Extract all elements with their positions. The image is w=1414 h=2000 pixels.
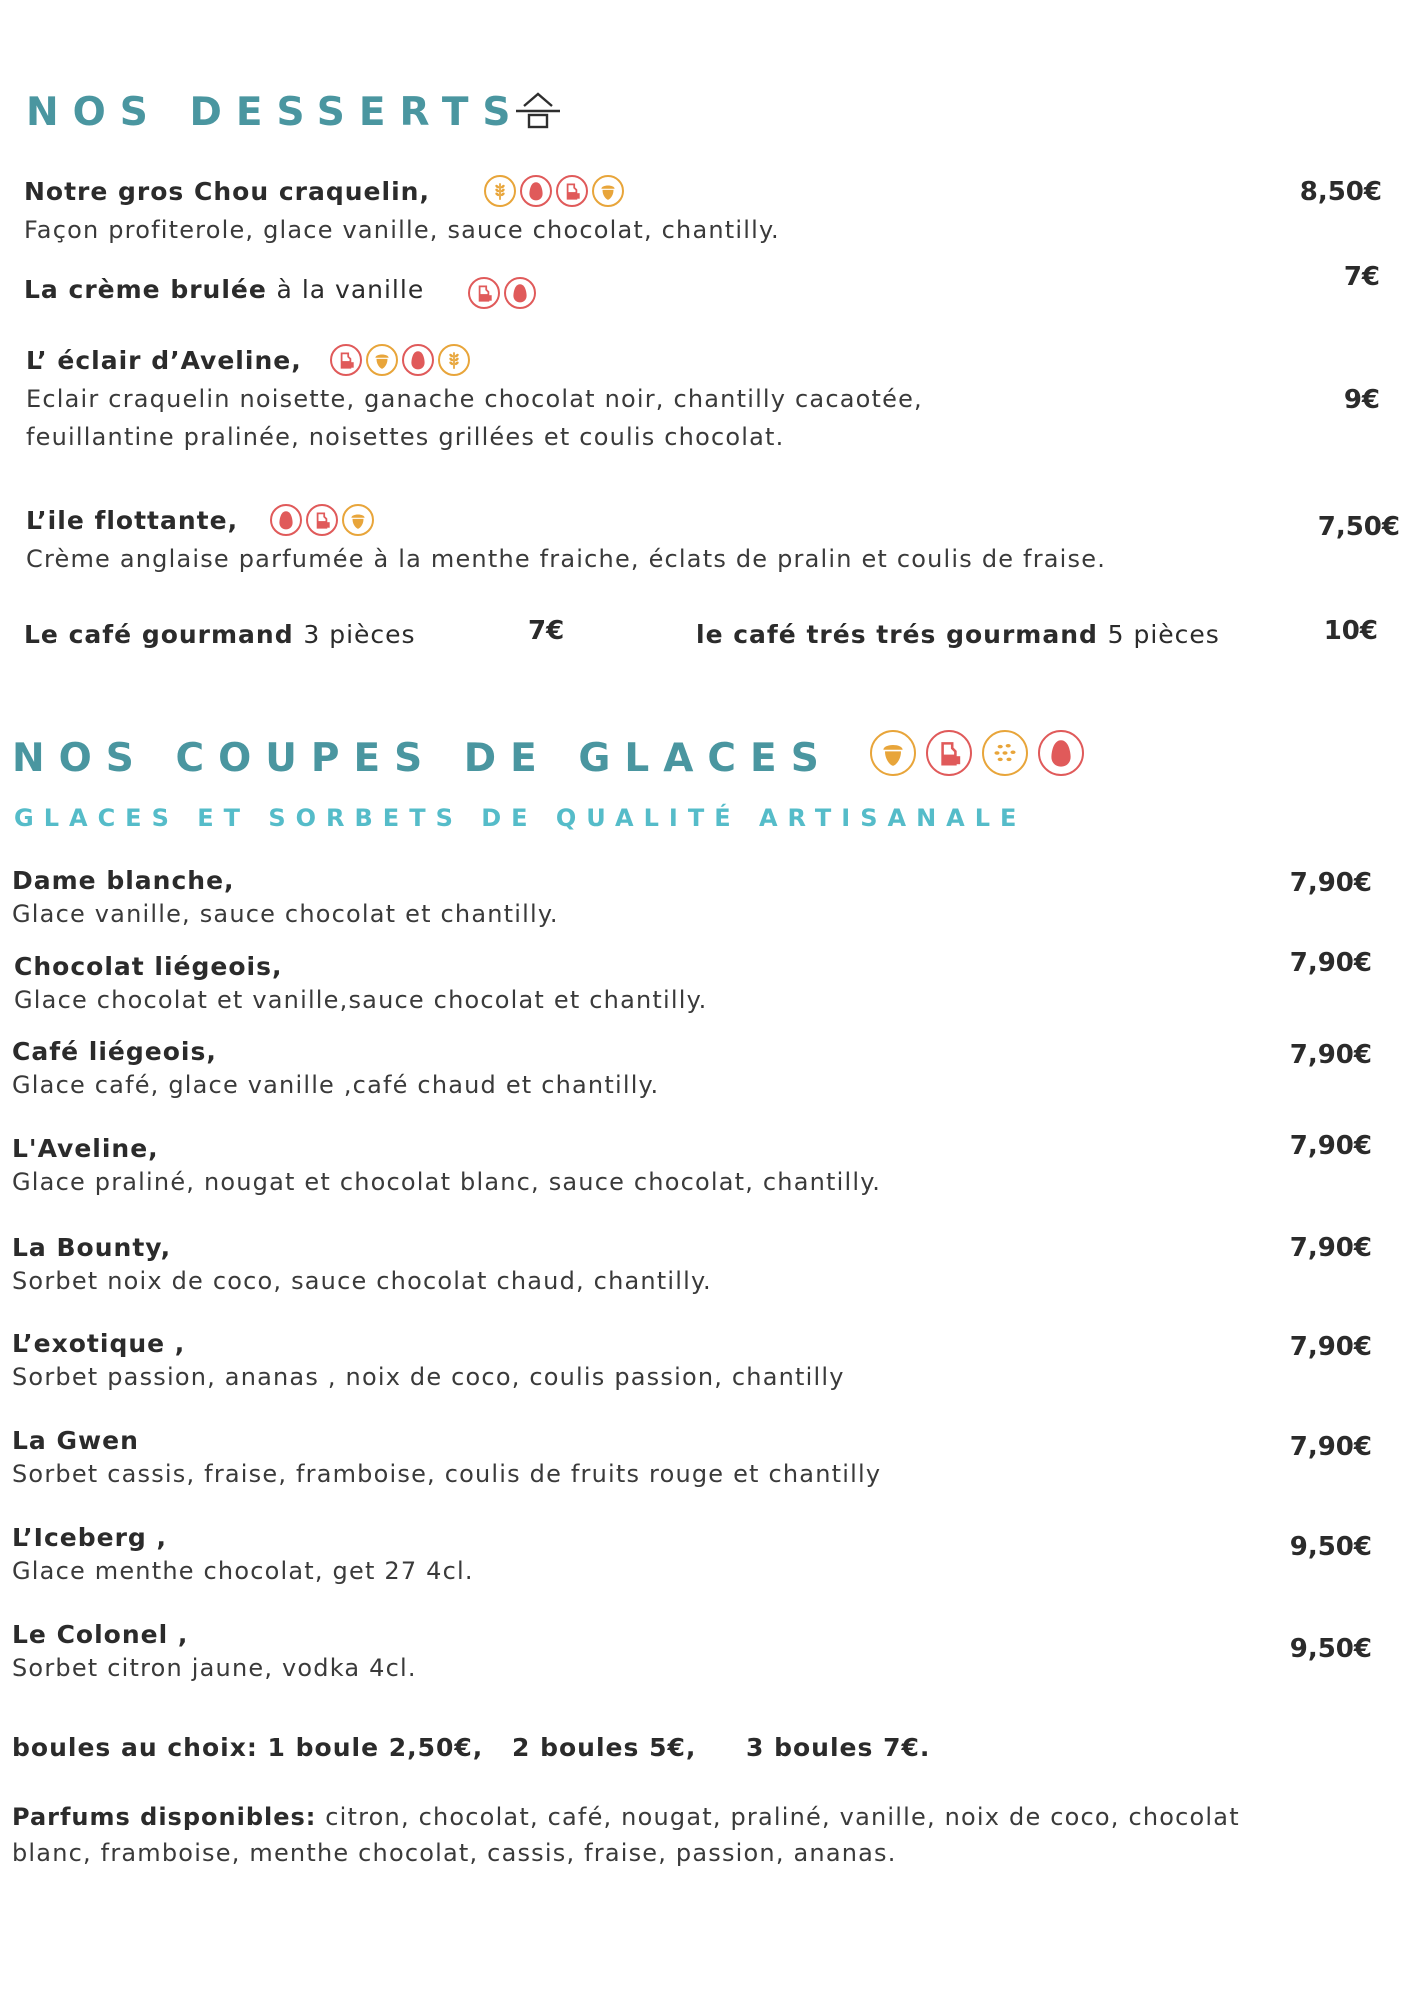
dessert-desc: feuillantine pralinée, noisettes grillées et coulis chocolat. — [26, 423, 785, 451]
glace-desc: Glace chocolat et vanille,sauce chocolat et chantilly. — [14, 986, 708, 1014]
boules-1: boules au choix: 1 boule 2,50€, — [12, 1733, 484, 1762]
nut-icon — [592, 175, 624, 207]
glace-name: Chocolat liégeois, — [14, 952, 283, 981]
nut-icon — [870, 730, 916, 776]
boules-2: 2 boules 5€, — [512, 1733, 697, 1762]
sesame-icon — [982, 730, 1028, 776]
dessert-price: 9€ — [1343, 385, 1380, 415]
egg-icon — [402, 344, 434, 376]
dessert-price: 8,50€ — [1299, 177, 1382, 207]
milk-icon — [926, 730, 972, 776]
glace-price: 9,50€ — [1289, 1634, 1372, 1664]
glace-desc: Glace vanille, sauce chocolat et chantilly. — [12, 900, 559, 928]
egg-icon — [1038, 730, 1084, 776]
glaces-subtitle: GLACES ET SORBETS DE QUALITÉ ARTISANALE — [14, 804, 1027, 832]
glace-price: 7,90€ — [1289, 1233, 1372, 1263]
dessert-desc: Eclair craquelin noisette, ganache chocolat noir, chantilly cacaotée, — [26, 385, 923, 413]
house-logo-icon — [514, 90, 562, 134]
desserts-title: NOS DESSERTS — [26, 90, 525, 135]
glace-price: 7,90€ — [1289, 1432, 1372, 1462]
nut-icon — [342, 504, 374, 536]
egg-icon — [520, 175, 552, 207]
glace-price: 9,50€ — [1289, 1532, 1372, 1562]
glace-name: Le Colonel , — [12, 1620, 189, 1649]
glace-price: 7,90€ — [1289, 1040, 1372, 1070]
cafe-tres-gourmand: le café trés trés gourmand 5 pièces — [696, 620, 1220, 649]
dessert-desc: Crème anglaise parfumée à la menthe fraiche, éclats de pralin et coulis de fraise. — [26, 545, 1107, 573]
glace-desc: Sorbet passion, ananas , noix de coco, coulis passion, chantilly — [12, 1363, 845, 1391]
glace-desc: Sorbet cassis, fraise, framboise, coulis de fruits rouge et chantilly — [12, 1460, 882, 1488]
glaces-title: NOS COUPES DE GLACES — [12, 736, 833, 781]
dessert-name: L’ éclair d’Aveline, — [26, 346, 302, 375]
glace-price: 7,90€ — [1289, 1131, 1372, 1161]
parfums-line-2: blanc, framboise, menthe chocolat, cassis, fraise, passion, ananas. — [12, 1839, 897, 1867]
allergen-icons — [468, 277, 536, 309]
milk-icon — [330, 344, 362, 376]
glace-name: L’exotique , — [12, 1329, 186, 1358]
dessert-price: 7,50€ — [1317, 512, 1400, 542]
glace-desc: Glace praliné, nougat et chocolat blanc, sauce chocolat, chantilly. — [12, 1168, 882, 1196]
boules-3: 3 boules 7€. — [746, 1733, 931, 1762]
egg-icon — [270, 504, 302, 536]
milk-icon — [468, 277, 500, 309]
allergen-icons — [870, 730, 1084, 776]
cafe-gourmand-price: 7€ — [528, 616, 565, 646]
glace-name: La Bounty, — [12, 1233, 172, 1262]
glace-name: La Gwen — [12, 1426, 139, 1455]
cafe-gourmand: Le café gourmand 3 pièces — [24, 620, 416, 649]
milk-icon — [306, 504, 338, 536]
glace-name: Dame blanche, — [12, 866, 235, 895]
allergen-icons — [330, 344, 470, 376]
glace-price: 7,90€ — [1289, 868, 1372, 898]
parfums-line-1: Parfums disponibles: citron, chocolat, café, nougat, praliné, vanille, noix de coco, chocolat — [12, 1803, 1240, 1831]
glace-price: 7,90€ — [1289, 1332, 1372, 1362]
allergen-icons — [270, 504, 374, 536]
cafe-tres-gourmand-price: 10€ — [1323, 616, 1378, 646]
dessert-price: 7€ — [1343, 262, 1380, 292]
glace-name: L’Iceberg , — [12, 1523, 168, 1552]
glace-price: 7,90€ — [1289, 948, 1372, 978]
milk-icon — [556, 175, 588, 207]
glace-name: L'Aveline, — [12, 1134, 159, 1163]
parfums-label: Parfums disponibles: — [12, 1803, 317, 1831]
dessert-name: Notre gros Chou craquelin, — [24, 177, 430, 206]
dessert-name: La crème brulée à la vanille — [24, 275, 425, 304]
glace-desc: Glace menthe chocolat, get 27 4cl. — [12, 1557, 474, 1585]
gluten-icon — [438, 344, 470, 376]
nut-icon — [366, 344, 398, 376]
egg-icon — [504, 277, 536, 309]
dessert-name: L’ile flottante, — [26, 506, 239, 535]
glace-desc: Glace café, glace vanille ,café chaud et chantilly. — [12, 1071, 660, 1099]
allergen-icons — [484, 175, 624, 207]
glace-desc: Sorbet citron jaune, vodka 4cl. — [12, 1654, 417, 1682]
dessert-desc: Façon profiterole, glace vanille, sauce chocolat, chantilly. — [24, 216, 780, 244]
gluten-icon — [484, 175, 516, 207]
glace-desc: Sorbet noix de coco, sauce chocolat chaud, chantilly. — [12, 1267, 712, 1295]
glace-name: Café liégeois, — [12, 1037, 217, 1066]
